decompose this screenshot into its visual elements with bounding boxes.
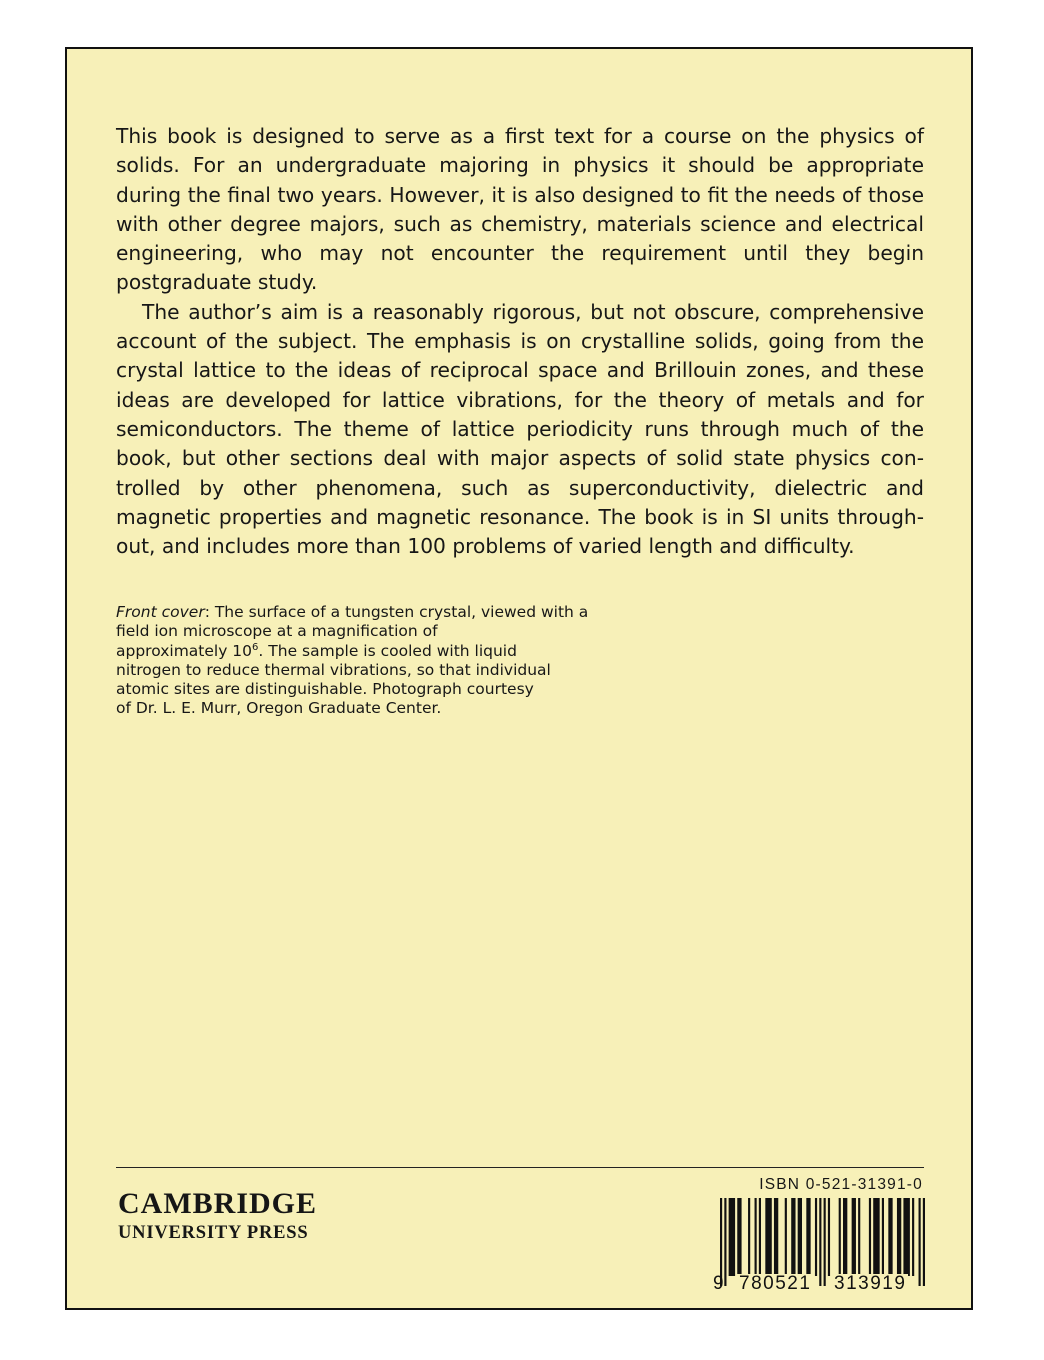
- barcode-digits-left: 780521: [739, 1273, 812, 1294]
- barcode-bar-29: [923, 1198, 925, 1286]
- barcode-bar-23: [882, 1198, 884, 1276]
- barcode-bar-18: [843, 1198, 847, 1276]
- caption-line-3-post: . The sample is cooled with liquid: [258, 641, 517, 660]
- barcode-digit-first: 9: [713, 1273, 724, 1294]
- barcode-bar-9: [785, 1198, 787, 1276]
- front-cover-caption: [116, 603, 676, 719]
- isbn-barcode: [713, 1198, 925, 1294]
- barcode-bar-14: [819, 1198, 821, 1286]
- barcode-bar-16: [828, 1198, 830, 1276]
- barcode-bar-21: [869, 1198, 871, 1276]
- footer-divider: [116, 1167, 924, 1168]
- barcode-bar-22: [873, 1198, 879, 1276]
- barcode-bar-11: [798, 1198, 802, 1276]
- blurb-paragraph-2: The author’s aim is a reasonably rigorous, but not obscure, comprehensive account of the subject. The emphasis is on crystalline solids, going from the crystal lattice to the ideas of reciprocal space and Brillouin zones, and these ideas are developed for lattice vibrations, for the theory of metals and for semiconductors. The theme of lattice periodicity runs through much of the book, but other sections deal with major aspects of solid state physics controlled by other phenomena, such as superconductivity, dielectric and magnetic properties and magnetic resonance. The book is in SI units throughout, and includes more than 100 problems of varied length and difficulty.: [116, 299, 924, 559]
- barcode-bar-5: [755, 1198, 757, 1276]
- barcode-bar-6: [759, 1198, 761, 1276]
- barcode-bar-13: [815, 1198, 817, 1276]
- caption-label: Front cover: [116, 603, 205, 621]
- barcode-bar-2: [729, 1198, 735, 1276]
- caption-line-3-pre: approximately 10: [116, 641, 253, 660]
- barcode-bar-4: [748, 1198, 750, 1276]
- caption-exponent: 6: [252, 641, 259, 653]
- caption-line-1: [116, 603, 676, 622]
- barcode-bar-26: [903, 1198, 909, 1276]
- barcode-bar-19: [852, 1198, 856, 1276]
- caption-line-4: nitrogen to reduce thermal vibrations, so that individual: [116, 660, 551, 679]
- isbn-label: ISBN 0-521-31391-0: [759, 1176, 923, 1193]
- publisher-logo: [118, 1189, 317, 1245]
- barcode-bar-17: [839, 1198, 841, 1276]
- barcode-bar-27: [912, 1198, 914, 1276]
- barcode-bar-1: [724, 1198, 726, 1286]
- barcode-bar-10: [791, 1198, 795, 1276]
- publisher-name: CAMBRIDGE: [118, 1187, 318, 1220]
- caption-line-5: atomic sites are distinguishable. Photograph courtesy: [116, 680, 534, 699]
- blurb-paragraph-1: This book is designed to serve as a first text for a course on the physics of solids. For an undergraduate majoring in physics it should be appropriate during the final two years. However, it is also designed to fit the needs of those with other degree majors, such as chemistry, materials science and electrical engineering, who may not encounter the requirement until they begin postgraduate study.: [116, 124, 924, 295]
- publisher-subtitle: UNIVERSITY PRESS: [118, 1223, 309, 1243]
- barcode-bar-28: [919, 1198, 921, 1286]
- barcode-bar-8: [774, 1198, 778, 1276]
- barcode-bar-15: [824, 1198, 826, 1286]
- barcode-bar-7: [765, 1198, 771, 1276]
- caption-line-2: field ion microscope at a magnification of: [116, 622, 438, 641]
- caption-line-1-text: : The surface of a tungsten crystal, viewed with a: [204, 603, 589, 621]
- barcode-bar-3: [737, 1198, 741, 1276]
- barcode-bar-12: [806, 1198, 810, 1276]
- barcode-digits-right: 313919: [834, 1273, 907, 1294]
- barcode-bar-20: [858, 1198, 860, 1276]
- barcode-bar-24: [888, 1198, 892, 1276]
- barcode-bar-25: [897, 1198, 901, 1276]
- caption-line-3: [116, 642, 676, 661]
- caption-line-6: of Dr. L. E. Murr, Oregon Graduate Center.: [116, 699, 442, 718]
- cover-blurb: [116, 122, 924, 561]
